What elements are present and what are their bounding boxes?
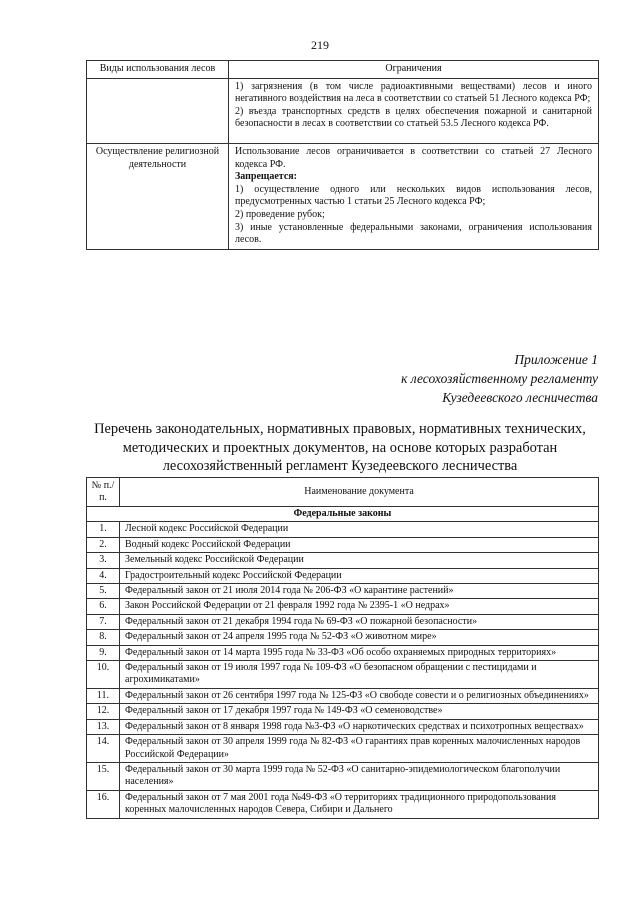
table-row [87, 790, 599, 818]
table-row [87, 614, 599, 629]
document-name: Градостроительный кодекс Российской Федерации [120, 568, 599, 583]
document-name: Лесной кодекс Российской Федерации [120, 522, 599, 537]
row-number: 16. [87, 790, 120, 818]
row-number: 14. [87, 735, 120, 763]
table-row [87, 688, 599, 703]
document-name: Федеральный закон от 8 января 1998 года №3-ФЗ «О наркотических средствах и психотропных веществах» [120, 719, 599, 734]
table-row [87, 568, 599, 583]
document-name: Федеральный закон от 19 июля 1997 года № 109-ФЗ «О безопасном обращении с пестицидами и агрохимикатами» [120, 661, 599, 689]
restriction-cell [229, 143, 599, 249]
row-number: 7. [87, 614, 120, 629]
appendix-line: Кузедеевского лесничества [442, 390, 598, 405]
restrictions-header-row [87, 61, 599, 79]
restriction-item: 3) иные установленные федеральными законами, ограничения использования лесов. [235, 221, 592, 246]
table-row [87, 762, 599, 790]
document-name: Федеральный закон от 21 июля 2014 года № 206-ФЗ «О карантине растений» [120, 584, 599, 599]
restriction-item: 1) осуществление одного или нескольких видов использования лесов, предусмотренных частью 1 статьи 25 Лесного кодекса РФ; [235, 183, 592, 208]
table-row [87, 584, 599, 599]
header-restrictions: Ограничения [229, 61, 599, 79]
header-document-name: Наименование документа [120, 478, 599, 507]
row-number: 15. [87, 762, 120, 790]
table-row [87, 522, 599, 537]
section-federal-laws: Федеральные законы [87, 507, 599, 522]
row-number: 6. [87, 599, 120, 614]
table-row [87, 537, 599, 552]
prohibited-label: Запрещается: [235, 171, 298, 183]
document-name: Федеральный закон от 30 апреля 1999 года № 82-ФЗ «О гарантиях прав коренных малочисленных народов Российской Федерации» [120, 735, 599, 763]
table-row [87, 78, 599, 143]
restriction-cell [229, 78, 599, 143]
document-name: Федеральный закон от 7 мая 2001 года №49-ФЗ «О территориях традиционного природопользования коренных малочисленных народов Севера, Сибири и Дальнего [120, 790, 599, 818]
section-row [87, 507, 599, 522]
document-name: Земельный кодекс Российской Федерации [120, 553, 599, 568]
header-use-types: Виды использования лесов [87, 61, 229, 79]
use-type-cell: Осуществление религиозной деятельности [87, 143, 229, 249]
document-name: Федеральный закон от 26 сентября 1997 года № 125-ФЗ «О свободе совести и о религиозных объединениях» [120, 688, 599, 703]
restriction-intro: Использование лесов ограничивается в соответствии со статьей 27 Лесного кодекса РФ. [235, 145, 592, 170]
table-row [87, 704, 599, 719]
document-name: Федеральный закон от 30 марта 1999 года № 52-ФЗ «О санитарно-эпидемиологическом благополучии населения» [120, 762, 599, 790]
row-number: 13. [87, 719, 120, 734]
row-number: 1. [87, 522, 120, 537]
row-number: 3. [87, 553, 120, 568]
page-number: 219 [311, 38, 329, 52]
table-row [87, 553, 599, 568]
document-name: Федеральный закон от 24 апреля 1995 года № 52-ФЗ «О животном мире» [120, 630, 599, 645]
table-row [87, 599, 599, 614]
table-row [87, 661, 599, 689]
document-title: Перечень законодательных, нормативных правовых, нормативных технических, методических и проектных документов, на основе которых разработан лесохозяйственный регламент Кузедеевского лесничества [94, 421, 586, 474]
empty-use-type-cell [87, 78, 229, 143]
restriction-item: 2) проведение рубок; [235, 208, 325, 220]
document-name: Водный кодекс Российской Федерации [120, 537, 599, 552]
table-row [87, 719, 599, 734]
table-row [87, 735, 599, 763]
document-name: Федеральный закон от 17 декабря 1997 года № 149-ФЗ «О семеноводстве» [120, 704, 599, 719]
header-number: № п./п. [87, 478, 120, 507]
row-number: 9. [87, 645, 120, 660]
appendix-header [401, 350, 598, 407]
document-name: Закон Российской Федерации от 21 февраля 1992 года № 2395-1 «О недрах» [120, 599, 599, 614]
restriction-item: 1) загрязнения (в том числе радиоактивными веществами) лесов и иного негативного воздействия на леса в соответствии со статьей 51 Лесного кодекса РФ; [235, 80, 592, 105]
documents-header-row [87, 478, 599, 507]
row-number: 11. [87, 688, 120, 703]
row-number: 10. [87, 661, 120, 689]
table-row [87, 645, 599, 660]
row-number: 12. [87, 704, 120, 719]
row-number: 5. [87, 584, 120, 599]
row-number: 8. [87, 630, 120, 645]
document-name: Федеральный закон от 14 марта 1995 года № 33-ФЗ «Об особо охраняемых природных территориях» [120, 645, 599, 660]
row-number: 4. [87, 568, 120, 583]
restriction-item: 2) въезда транспортных средств в целях обеспечения пожарной и санитарной безопасности в лесах в соответствии со статьей 53.5 Лесного кодекса РФ. [235, 105, 592, 130]
restrictions-table [86, 60, 599, 250]
document-name: Федеральный закон от 21 декабря 1994 года № 69-ФЗ «О пожарной безопасности» [120, 614, 599, 629]
appendix-line: к лесохозяйственному регламенту [401, 371, 598, 386]
row-number: 2. [87, 537, 120, 552]
table-row [87, 143, 599, 249]
documents-table [86, 477, 599, 819]
appendix-line: Приложение 1 [514, 352, 598, 367]
table-row [87, 630, 599, 645]
